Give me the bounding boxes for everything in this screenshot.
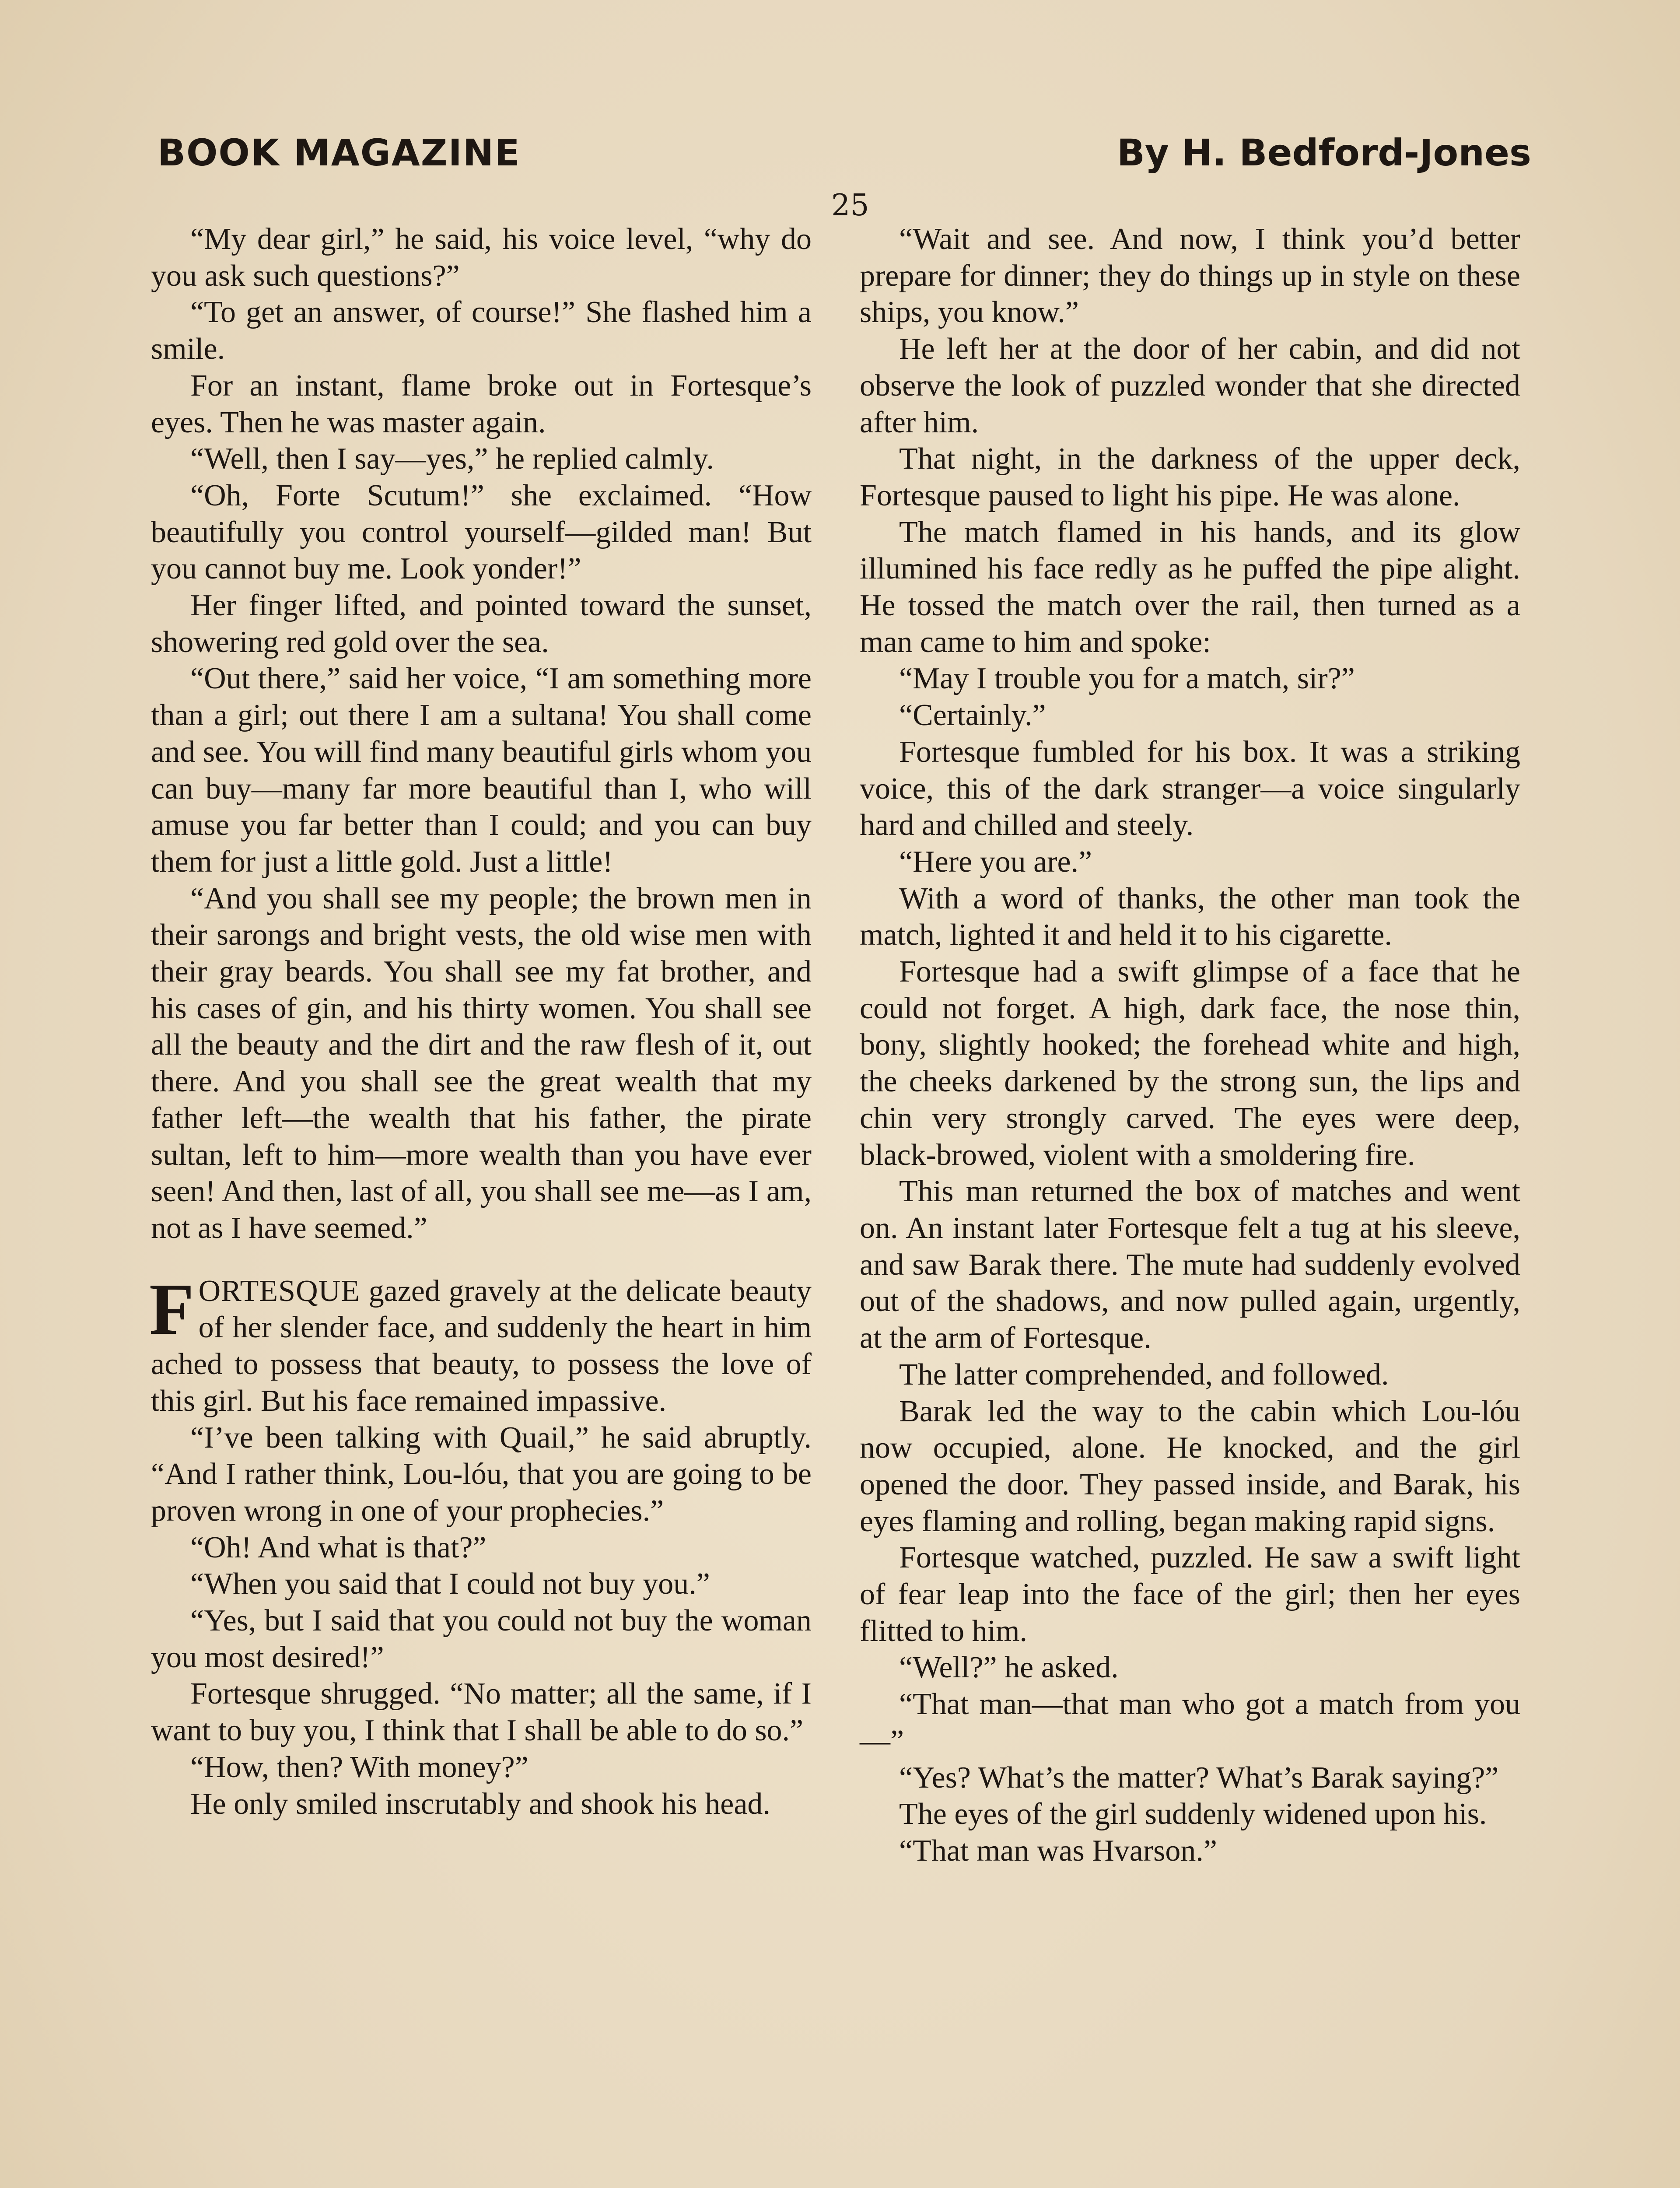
paragraph: The match flamed in his hands, and its glow illumined his face redly as he puffed the pipe alight. He tossed the match over the rail, then turned as a man came to him and spoke: [860,515,1520,659]
paragraph: “Certainly.” [899,698,1046,733]
section-break-paragraph [149,1268,812,1420]
left-column [151,221,812,1822]
drop-cap: F [149,1268,194,1350]
paragraph: He left her at the door of her cabin, and did not observe the look of puzzled wonder that she directed after him. [860,332,1520,439]
paragraph: “That man—that man who got a match from you—” [860,1687,1520,1758]
paragraph: With a word of thanks, the other man took the match, lighted it and held it to his cigarette. [860,881,1520,952]
paragraph: That night, in the darkness of the upper deck, Fortesque paused to light his pipe. He was alone. [860,442,1520,512]
paragraph: This man returned the box of matches and went on. An instant later Fortesque felt a tug at his sleeve, and saw Barak there. The mute had suddenly evolved out of the shadows, and now pulled again, urgently, at the arm of Fortesque. [860,1175,1520,1355]
paragraph: “That man was Hvarson.” [899,1834,1217,1868]
paragraph: “How, then? With money?” [190,1750,528,1784]
paragraph: “Well?” he asked. [899,1651,1119,1685]
lead-caps: ORTESQUE [198,1274,360,1308]
paragraph: “Oh! And what is that?” [190,1530,486,1564]
paragraph: Fortesque had a swift glimpse of a face that he could not forget. A high, dark face, the nose thin, bony, slightly hooked; the forehead white and high, the cheeks darkened by the strong sun, the lips and chin very strongly carved. The eyes were deep, black-browed, violent with a smoldering fire. [860,955,1520,1172]
paragraph: “My dear girl,” he said, his voice level, “why do you ask such questions?” [151,222,812,293]
paragraph: For an instant, flame broke out in Fortesque’s eyes. Then he was master again. [151,368,812,439]
paragraph: “And you shall see my people; the brown men in their sarongs and bright vests, the old wise men with their gray beards. You shall see my fat brother, and his cases of gin, and his thirty women. You shall see all the beauty and the dirt and the raw flesh of it, out there. And you shall see the great wealth that my father left—the wealth that his father, the pirate sultan, left to him—more wealth than you have ever seen! And then, last of all, you shall see me—as I am, not as I have seemed.” [151,881,812,1245]
paragraph: The latter comprehended, and followed. [899,1357,1389,1392]
author-byline: By H. Bedford-Jones [1116,131,1531,174]
paragraph: “When you said that I could not buy you.” [190,1567,710,1601]
magazine-title: BOOK MAGAZINE [158,131,521,174]
right-column [860,221,1520,1869]
paragraph: “Out there,” said her voice, “I am something more than a girl; out there I am a sultana! You shall come and see. You will find many beautiful girls whom you can buy—many far more beautiful than I, who will amuse you far better than I could; and you can buy them for just a little gold. Just a little! [151,662,812,879]
paragraph: “I’ve been talking with Quail,” he said abruptly. “And I rather think, Lou-lóu, that you are going to be proven wrong in one of your prophecies.” [151,1420,812,1528]
paragraph: Fortesque fumbled for his box. It was a striking voice, this of the dark stranger—a voice singularly hard and chilled and steely. [860,735,1520,842]
paragraph: The eyes of the girl suddenly widened upon his. [899,1797,1487,1831]
paragraph: Fortesque watched, puzzled. He saw a swift light of fear leap into the face of the girl; then her eyes flitted to him. [860,1541,1520,1648]
paragraph: Her finger lifted, and pointed toward the sunset, showering red gold over the sea. [151,589,812,659]
paragraph: “Yes? What’s the matter? What’s Barak saying?” [899,1760,1499,1795]
paragraph: “To get an answer, of course!” She flashed him a smile. [151,295,812,366]
paragraph: He only smiled inscrutably and shook his head. [190,1787,770,1821]
section-break-text: gazed gravely at the delicate beauty of her slender face, and suddenly the heart in him ached to possess that beauty, to possess the love of this girl. But his face remained impassive. [151,1274,812,1418]
paragraph: “Yes, but I said that you could not buy the woman you most desired!” [151,1604,812,1674]
paragraph: Barak led the way to the cabin which Lou-lóu now occupied, alone. He knocked, and the girl opened the door. They passed inside, and Barak, his eyes flaming and rolling, began making rapid signs. [860,1394,1520,1538]
paragraph: “May I trouble you for a match, sir?” [899,662,1355,696]
paragraph: “Here you are.” [899,845,1092,879]
paragraph: “Well, then I say—yes,” he replied calmly. [190,442,714,476]
paragraph: “Wait and see. And now, I think you’d better prepare for dinner; they do things up in style on these ships, you know.” [860,222,1520,330]
paragraph: “Oh, Forte Scutum!” she exclaimed. “How beautifully you control yourself—gilded man! But you cannot buy me. Look yonder!” [151,478,812,586]
paragraph: Fortesque shrugged. “No matter; all the same, if I want to buy you, I think that I shall be able to do so.” [151,1677,812,1748]
page-number: 25 [831,188,869,223]
